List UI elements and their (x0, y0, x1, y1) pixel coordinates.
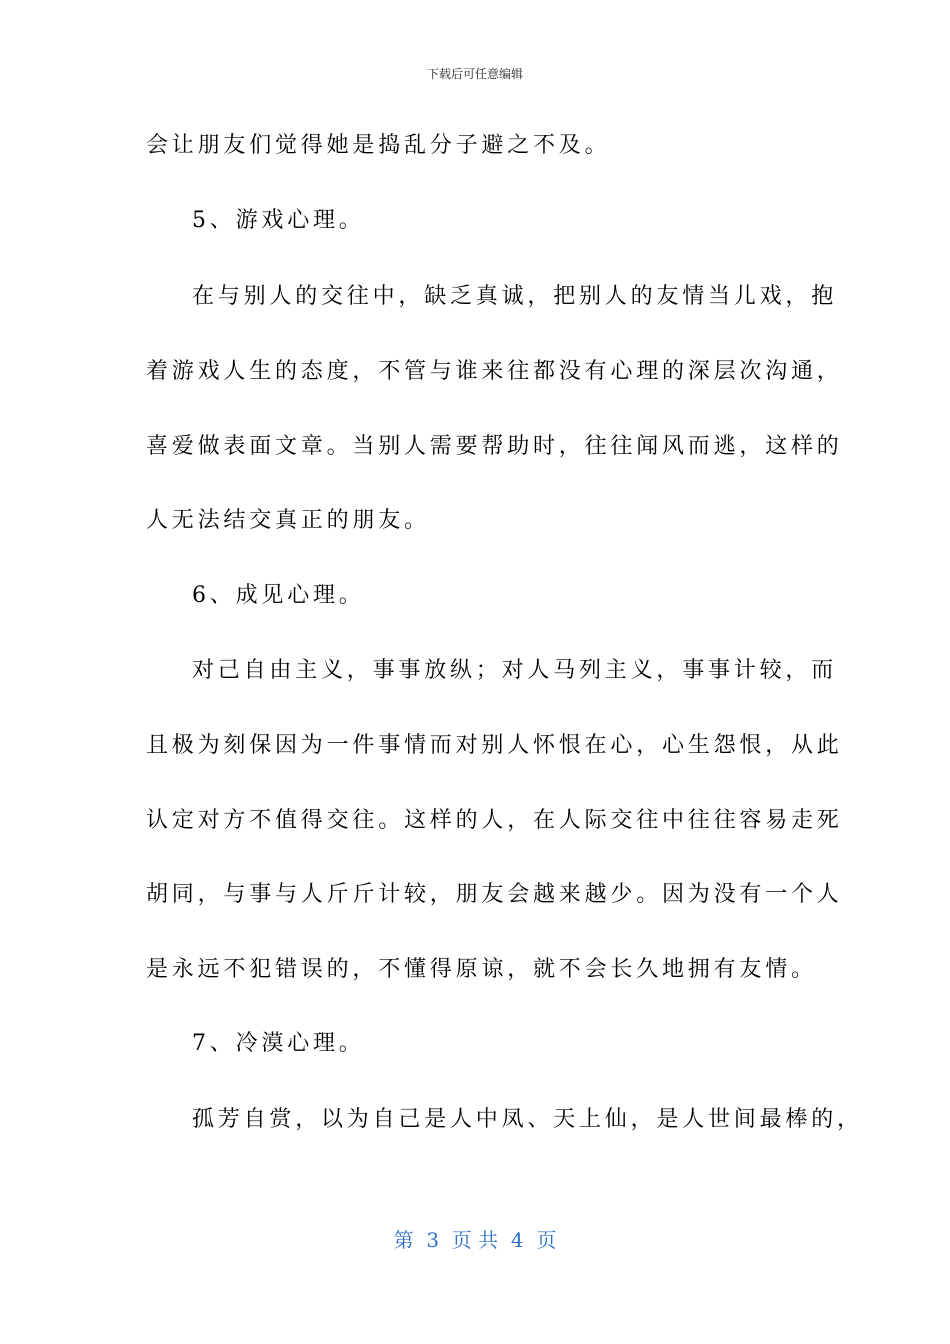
paragraph-line: 孤芳自赏，以为自己是人中凤、天上仙，是人世间最棒的， (192, 1107, 863, 1132)
paragraph-line: 认定对方不值得交往。这样的人，在人际交往中往往容易走死 (146, 808, 843, 833)
paragraph-line: 胡同，与事与人斤斤计较，朋友会越来越少。因为没有一个人 (146, 882, 843, 907)
paragraph-line: 着游戏人生的态度，不管与谁来往都没有心理的深层次沟通， (146, 359, 843, 384)
paragraph-line: 是永远不犯错误的，不懂得原谅，就不会长久地拥有友情。 (146, 957, 817, 982)
section-heading-6: 6、成见心理。 (192, 583, 365, 608)
page-number-footer: 第 3 页 共 4 页 (393, 1228, 557, 1252)
page-header-note: 下载后可任意编辑 (426, 67, 523, 81)
paragraph-line: 且极为刻保因为一件事情而对别人怀恨在心，心生怨恨，从此 (146, 733, 843, 758)
paragraph-line: 对己自由主义，事事放纵；对人马列主义，事事计较，而 (192, 658, 838, 683)
section-heading-7: 7、冷漠心理。 (192, 1031, 365, 1056)
section-heading-5: 5、游戏心理。 (192, 208, 365, 233)
paragraph-line: 喜爱做表面文章。当别人需要帮助时，往往闻风而逃，这样的 (146, 434, 843, 459)
paragraph-line: 在与别人的交往中，缺乏真诚，把别人的友情当儿戏，抱 (192, 284, 838, 309)
paragraph-line: 人无法结交真正的朋友。 (146, 508, 430, 533)
paragraph-line: 会让朋友们觉得她是捣乱分子避之不及。 (146, 133, 611, 158)
